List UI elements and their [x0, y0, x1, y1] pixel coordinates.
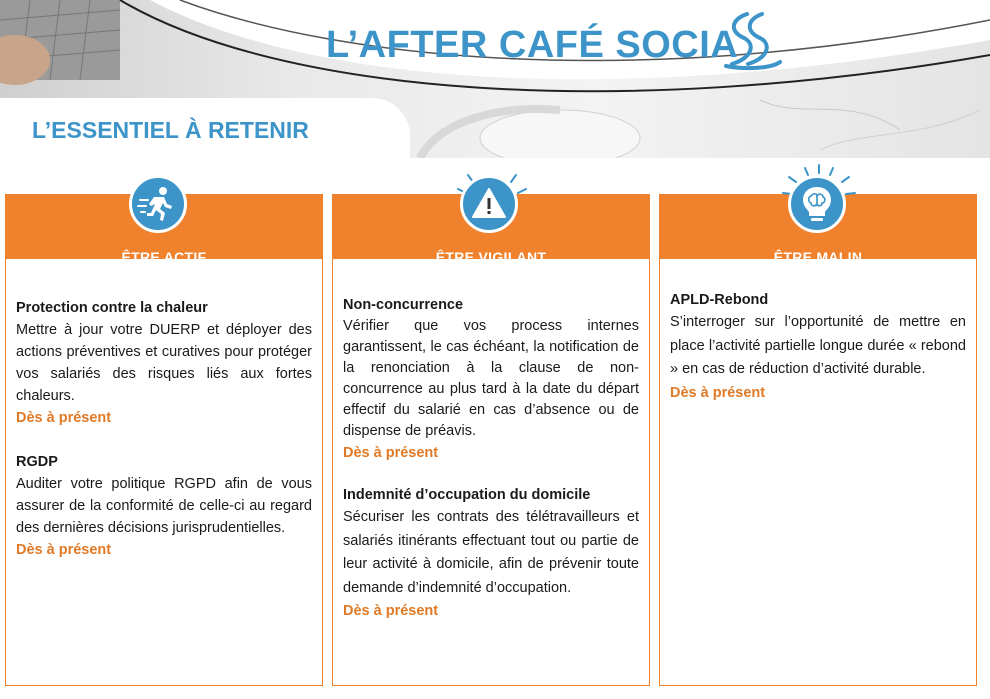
column-etre-malin	[659, 194, 977, 686]
item-date: Dès à présent	[16, 410, 112, 426]
item-text: S’interroger sur l’opportunité de mettre en place l’activité partielle longue durée « rebond » en cas de réduction d’activité durable.	[670, 314, 966, 377]
lightbulb-brain-icon	[788, 175, 846, 233]
item-title: Non-concurrence	[343, 297, 464, 313]
column-label: ÊTRE ACTIF	[121, 249, 207, 265]
header-banner	[0, 0, 990, 158]
column-label: ÊTRE VIGILANT	[435, 249, 547, 265]
section-title: L’ESSENTIEL À RETENIR	[32, 117, 309, 143]
column-etre-vigilant	[332, 194, 650, 686]
item-date: Dès à présent	[670, 384, 766, 401]
warning-icon	[460, 175, 518, 233]
item-text: Sécuriser les contrats des télétravailleurs et salariés itinérants effectuant tout ou partie de leur activité à domicile, afin de prévenir toute demande d’indemnité d’occupation.	[343, 509, 639, 596]
column-body	[670, 289, 966, 404]
item-title: Indemnité d’occupation du domicile	[343, 487, 591, 503]
column-body	[16, 297, 312, 561]
column-etre-actif	[5, 194, 323, 686]
column-label: ÊTRE MALIN	[773, 249, 863, 265]
item-date: Dès à présent	[16, 542, 112, 558]
item-date: Dès à présent	[343, 603, 439, 619]
item-text: Mettre à jour votre DUERP et déployer des actions préventives et curatives pour protéger vos salariés des risques liés aux fortes chaleurs.	[16, 322, 312, 404]
item-text: Auditer votre politique RGPD afin de vous assurer de la conformité de celle-ci au regard des dernières décisions jurisprudentielles.	[16, 476, 312, 536]
item-title: RGDP	[16, 454, 58, 470]
page-title: L’AFTER CAFÉ SOCIA	[326, 24, 739, 66]
running-person-icon	[129, 175, 187, 233]
item-title: Protection contre la chaleur	[16, 300, 208, 316]
item-date: Dès à présent	[343, 445, 439, 461]
item-title: APLD-Rebond	[670, 292, 769, 308]
column-body	[343, 294, 639, 622]
item-text: Vérifier que vos process internes garantissent, le cas échéant, la notification de la renonciation à la clause de non-concurrence au plus tard à la date du départ effectif du salarié en cas d’absence ou de dispense de préavis.	[343, 318, 639, 439]
